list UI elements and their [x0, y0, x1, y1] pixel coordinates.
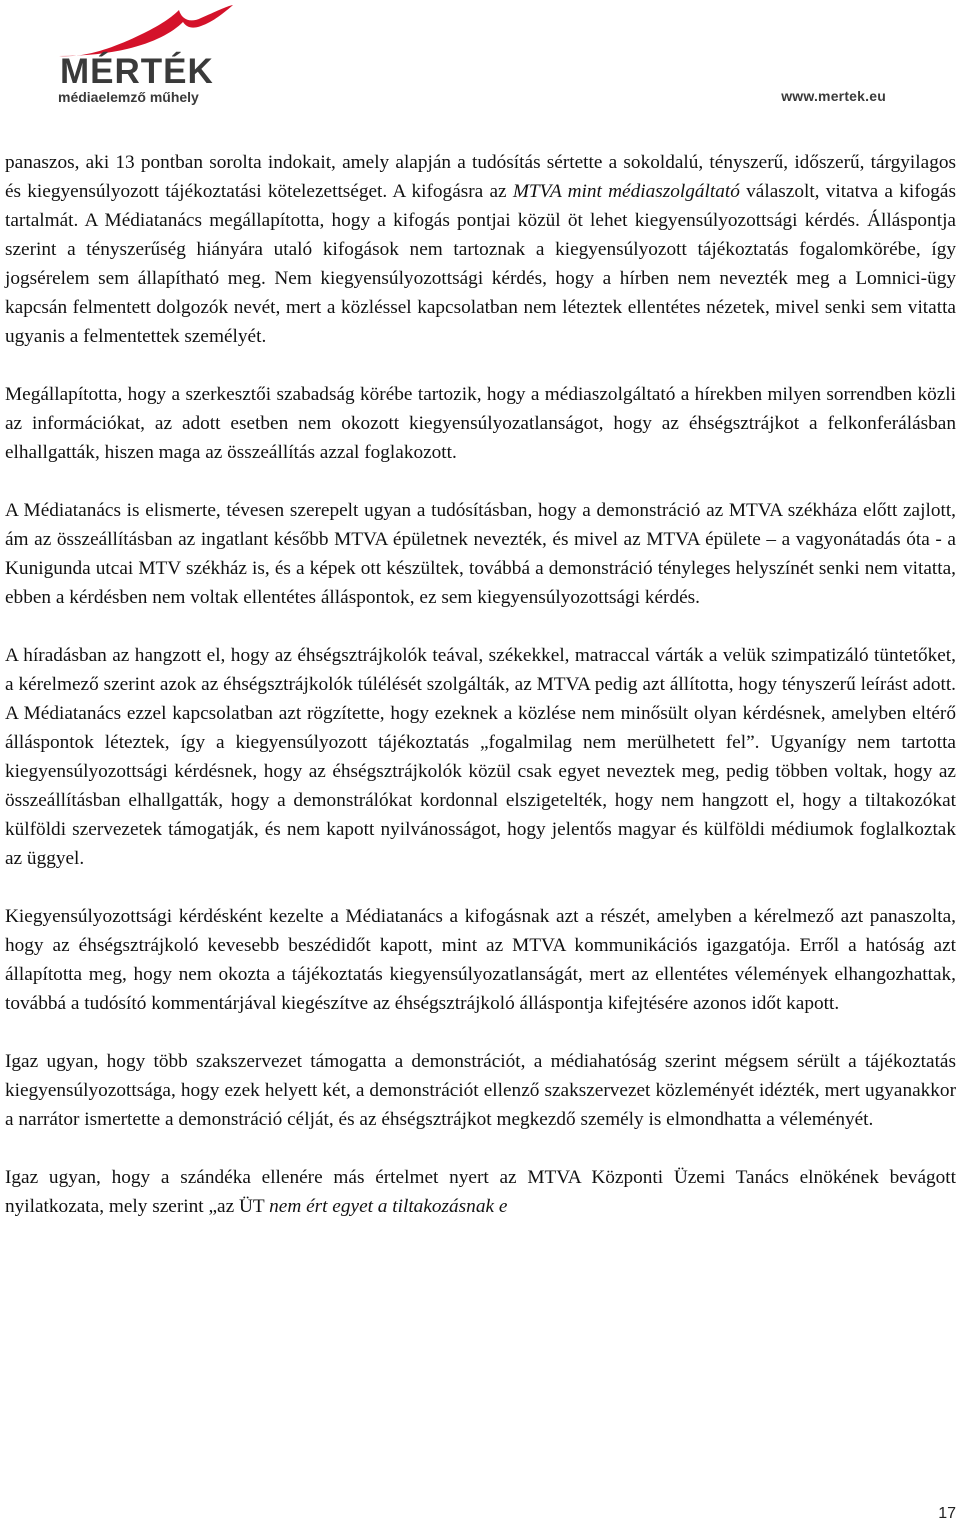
paragraph-text: A Médiatanács is elismerte, tévesen szerepelt ugyan a tudósításban, hogy a demonstráció az MTVA székháza előtt zajlott, ám az összeállításban az ingatlant később MTVA épületnek nevezték, és mivel az MTVA épülete – a vagyonátadás óta - a Kunigunda utcai MTV székház is, és a képek ott készültek, továbbá a demonstráció tényleges helyszínét senki nem vitatta, ebben a kérdésben nem voltak ellentétes álláspontok, ez sem kiegyensúlyozottsági kérdés. [5, 500, 956, 608]
italic-text: MTVA mint médiaszolgáltató [512, 181, 740, 202]
paragraph-text: Kiegyensúlyozottsági kérdésként kezelte a Médiatanács a kifogásnak azt a részét, amelyben a kérelmező azt panaszolta, hogy az éhségsztrájkoló kevesebb beszédidőt kapott, mint az MTVA kommunikációs igazgatója. Erről a hatóság azt állapította meg, hogy nem okozta a tájékoztatás kiegyensúlyozatlanságát, mert az ellentétes vélemények elhangozhattak, továbbá a tudósító kommentárjával kiegészítve az éhségsztrájkoló álláspontja kifejtésére azonos időt kapott. [5, 906, 956, 1014]
logo-subtitle: médiaelemző műhely [58, 89, 199, 105]
mertek-logo [55, 4, 245, 108]
paragraph-text: Igaz ugyan, hogy több szakszervezet támogatta a demonstrációt, a médiahatóság szerint mégsem sérült a tájékoztatás kiegyensúlyozottsága, hogy ezek helyett két, a demonstrációt ellenző szakszervezet közleményét idézték, mert ugyanakkor a narrátor ismertette a demonstráció célját, és az éhségsztrájkot megkezdő személy is elmondhatta a véleményét. [5, 1051, 956, 1130]
italic-text: nem ért egyet a tiltakozásnak e [269, 1196, 508, 1217]
body-paragraph [5, 1047, 956, 1134]
logo-title: MÉRTÉK [60, 52, 214, 91]
paragraph-text: panaszos, aki 13 pontban sorolta indokait, amely alapján a tudósítás sértette a sokoldalú, tényszerű, időszerű, tárgyilagos és kiegyensúlyozott tájékoztatási kötelezettséget. A kifogásra az [5, 152, 956, 202]
body-paragraph [5, 902, 956, 1018]
body-paragraph [5, 496, 956, 612]
body-paragraph [5, 641, 956, 873]
page-header [0, 0, 960, 110]
page-number: 17 [938, 1505, 956, 1522]
paragraph-text: A híradásban az hangzott el, hogy az éhségsztrájkolók teával, székekkel, matraccal várták a velük szimpatizáló tüntetőket, a kérelmező szerint azok az éhségsztrájkolók túlélését szolgálták, az MTVA pedig azt állította, hogy tényszerű leírást adott. A Médiatanács ezzel kapcsolatban azt rögzítette, hogy ezeknek a közlése nem minősült olyan kérdésnek, amelyben eltérő álláspontok léteztek, így a kiegyensúlyozott tájékoztatás „fogalmilag nem merülhetett fel”. Ugyanígy nem tartotta kiegyensúlyozottsági kérdésnek, hogy az éhségsztrájkolók közül csak egyet neveztek meg, pedig többen voltak, hogy az összeállításban elhallgatták, hogy a demonstrálókat kordonnal elszigetelték, hogy nem hangzott el, hogy a tiltakozókat külföldi szervezetek támogatják, és nem kapott nyilvánosságot, hogy jelentős magyar és külföldi médiumok foglalkoztak az üggyel. [5, 645, 956, 869]
site-url: www.mertek.eu [781, 88, 886, 104]
document-body [5, 148, 956, 1250]
paragraph-text: Igaz ugyan, hogy a szándéka ellenére más értelmet nyert az MTVA Központi Üzemi Tanács elnökének bevágott nyilatkozata, mely szerint „az ÜT [5, 1167, 956, 1217]
paragraph-text: válaszolt, vitatva a kifogás tartalmát. A Médiatanács megállapította, hogy a kifogás pontjai közül öt lehet kiegyensúlyozottsági kérdés. Álláspontja szerint a tényszerűség hiányára utaló kifogások nem tartoznak a kiegyensúlyozott tájékoztatás fogalomkörébe, így jogsérelem sem állapítható meg. Nem kiegyensúlyozottsági kérdés, hogy a hírben nem nevezték meg a Lomnici-ügy kapcsán felmentett dolgozók nevét, mert a közléssel kapcsolatban nem léteztek ellentétes nézetek, mivel senki sem vitatta ugyanis a felmentettek személyét. [5, 181, 956, 347]
body-paragraph [5, 380, 956, 467]
body-paragraph [5, 1163, 956, 1221]
paragraph-text: Megállapította, hogy a szerkesztői szabadság körébe tartozik, hogy a médiaszolgáltató a hírekben milyen sorrendben közli az információkat, az adott esetben nem okozott kiegyensúlyozatlanságot, hogy az éhségsztrájkot a felkonferálásban elhallgatták, hiszen maga az összeállítás azzal foglakozott. [5, 384, 956, 463]
body-paragraph [5, 148, 956, 351]
